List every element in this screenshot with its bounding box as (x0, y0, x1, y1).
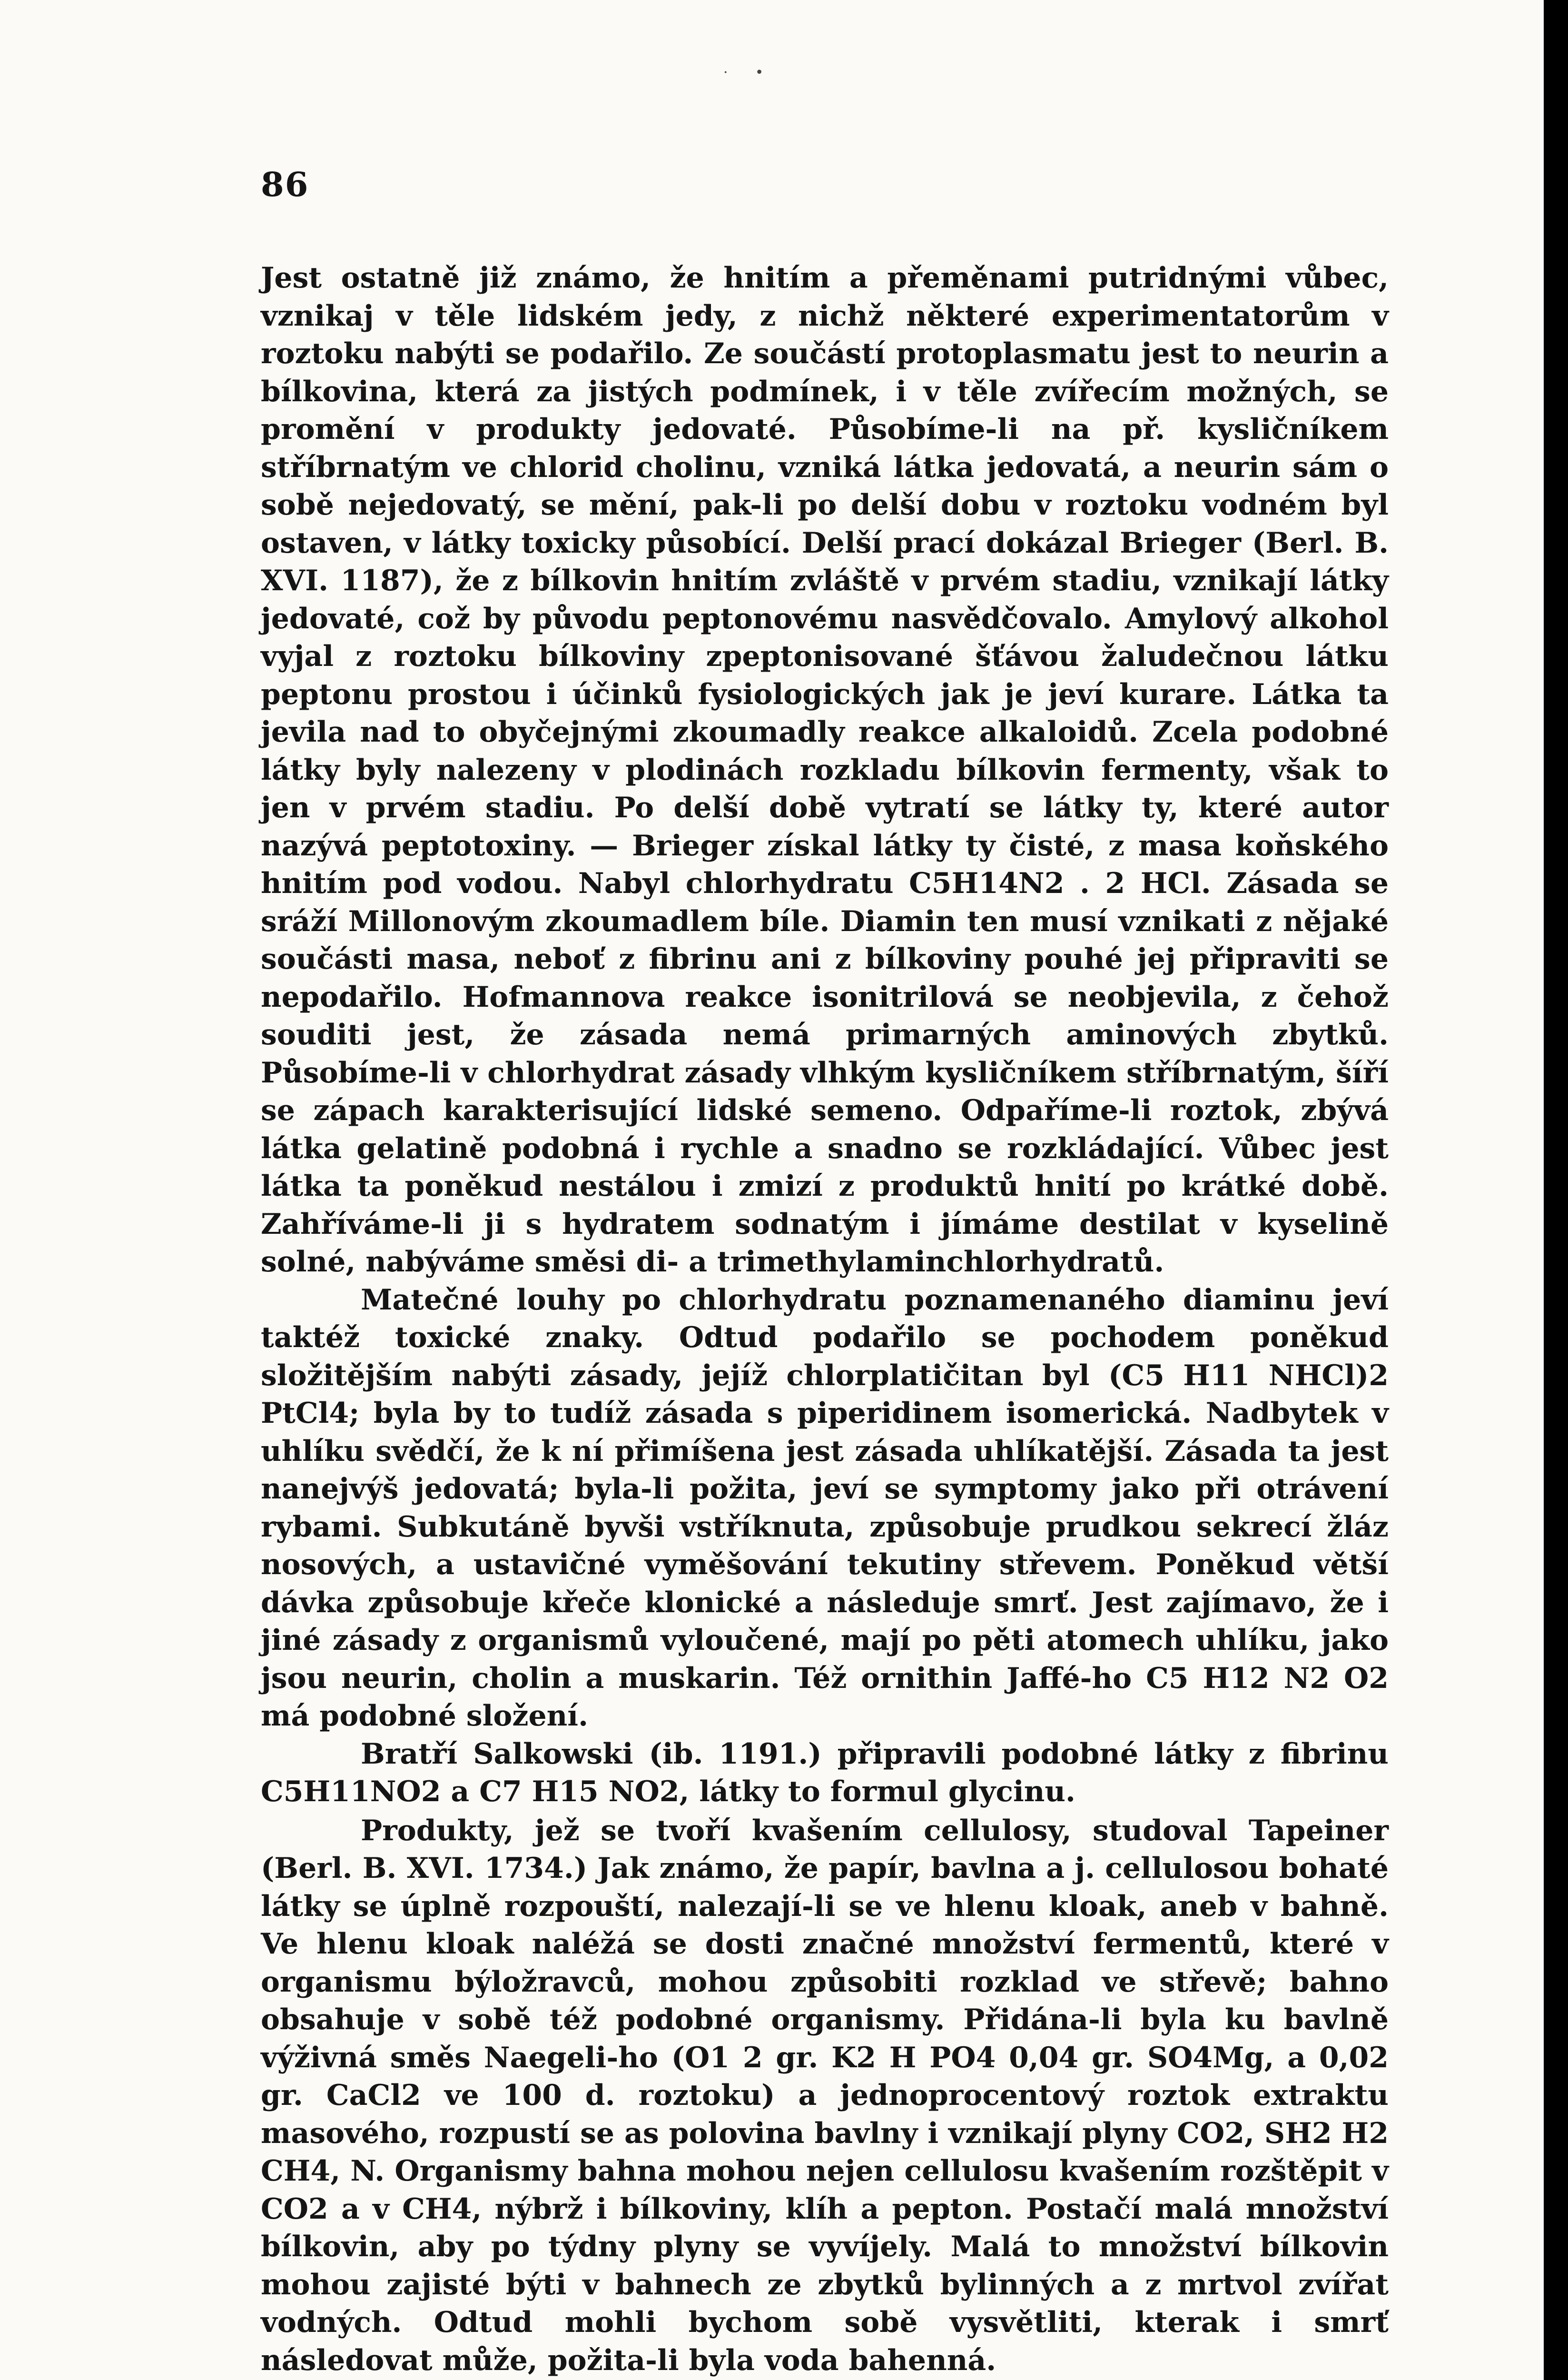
scan-border (1544, 0, 1568, 2380)
paragraph-mother-liquors: Matečné louhy po chlorhydratu poznamenaného diaminu jeví taktéž toxické znaky. Odtud podařilo se pochodem poněkud složitějším nabýti zásady, jejíž chlorplatičitan byl (C5 H11 NHCl)2 PtCl4; byla by to tudíž zásada s piperidinem isomerická. Nadbytek v uhlíku svědčí, že k ní přimíšena jest zásada uhlíkatější. Zásada ta jest nanejvýš jedovatá; byla-li požita, jeví se symptomy jako při otrávení rybami. Subkutáně byvši vstříknuta, způsobuje prudkou sekrecí žláz nosových, a ustavičné vyměšování tekutiny střevem. Poněkud větší dávka způsobuje křeče klonické a následuje smrť. Jest zajímavo, že i jiné zásady z organismů vyloučené, mají po pěti atomech uhlíku, jako jsou neurin, cholin a muskarin. Též ornithin Jaffé-ho C5 H12 N2 O2 má podobné složení. (261, 1283, 1389, 1733)
body-text (261, 259, 1389, 2380)
paragraph-salkowski: Bratří Salkowski (ib. 1191.) připravili podobné látky z fibrinu C5H11NO2 a C7 H15 NO2, látky to formul glycinu. (261, 1737, 1389, 1808)
scan-specks: · • (723, 64, 764, 81)
paragraph-putrefaction: Jest ostatně již známo, že hnitím a přeměnami putridnými vůbec, vznikaj v těle lidském jedy, z nichž některé experimentatorům v roztoku nabýti se podařilo. Ze součástí protoplasmatu jest to neurin a bílkovina, která za jistých podmínek, i v těle zvířecím možných, se promění v produkty jedovaté. Působíme-li na př. kysličníkem stříbrnatým ve chlorid cholinu, vzniká látka jedovatá, a neurin sám o sobě nejedovatý, se mění, pak-li po delší dobu v roztoku vodném byl ostaven, v látky toxicky působící. Delší prací dokázal Brieger (Berl. B. XVI. 1187), že z bílkovin hnitím zvláště v prvém stadiu, vznikají látky jedovaté, což by původu peptonovému nasvědčovalo. Amylový alkohol vyjal z roztoku bílkoviny zpeptonisované šťávou žaludečnou látku peptonu prostou i účinků fysiologických jak je jeví kurare. Látka ta jevila nad to obyčejnými zkoumadly reakce alkaloidů. Zcela podobné látky byly nalezeny v plodinách rozkladu bílkovin fermenty, však to jen v prvém stadiu. Po delší době vytratí se látky ty, které autor nazývá peptotoxiny. — Brieger získal látky ty čisté, z masa koňského hnitím pod vodou. Nabyl chlorhydratu C5H14N2 . 2 HCl. Zásada se sráží Millonovým zkoumadlem bíle. Diamin ten musí vznikati z nějaké součásti masa, neboť z fibrinu ani z bílkoviny pouhé jej připraviti se nepodařilo. Hofmannova reakce isonitrilová se neobjevila, z čehož souditi jest, že zásada nemá primarných aminových zbytků. Působíme-li v chlorhydrat zásady vlhkým kysličníkem stříbrnatým, šíří se zápach karakterisující lidské semeno. Odpaříme-li roztok, zbývá látka gelatině podobná i rychle a snadno se rozkládající. Vůbec jest látka ta poněkud nestálou i zmizí z produktů hnití po krátké době. Zahříváme-li ji s hydratem sodnatým i jímáme destilat v kyselině solné, nabýváme směsi di- a trimethylaminchlorhydratů. (261, 261, 1389, 1279)
page-number: 86 (261, 165, 309, 204)
paragraph-cellulose: Produkty, jež se tvoří kvašením cellulosy, studoval Tapeiner (Berl. B. XVI. 1734.) Jak známo, že papír, bavlna a j. cellulosou bohaté látky se úplně rozpouští, nalezají-li se ve hlenu kloak, aneb v bahně. Ve hlenu kloak naléžá se dosti značné množství fermentů, které v organismu býložravců, mohou způsobiti rozklad ve střevě; bahno obsahuje v sobě též podobné organismy. Přidána-li byla ku bavlně výživná směs Naegeli-ho (O1 2 gr. K2 H PO4 0,04 gr. SO4Mg, a 0,02 gr. CaCl2 ve 100 d. roztoku) a jednoprocentový roztok extraktu masového, rozpustí se as polovina bavlny i vznikají plyny CO2, SH2 H2 CH4, N. Organismy bahna mohou nejen cellulosu kvašením rozštěpit v CO2 a v CH4, nýbrž i bílkoviny, klíh a pepton. Postačí malá množství bílkovin, aby po týdny plyny se vyvíjely. Malá to množství bílkovin mohou zajisté býti v bahnech ze zbytků bylinných a z mrtvol zvířat vodných. Odtud mohli bychom sobě vysvětliti, kterak i smrť následovat může, požita-li byla voda bahenná. (261, 1814, 1389, 2377)
